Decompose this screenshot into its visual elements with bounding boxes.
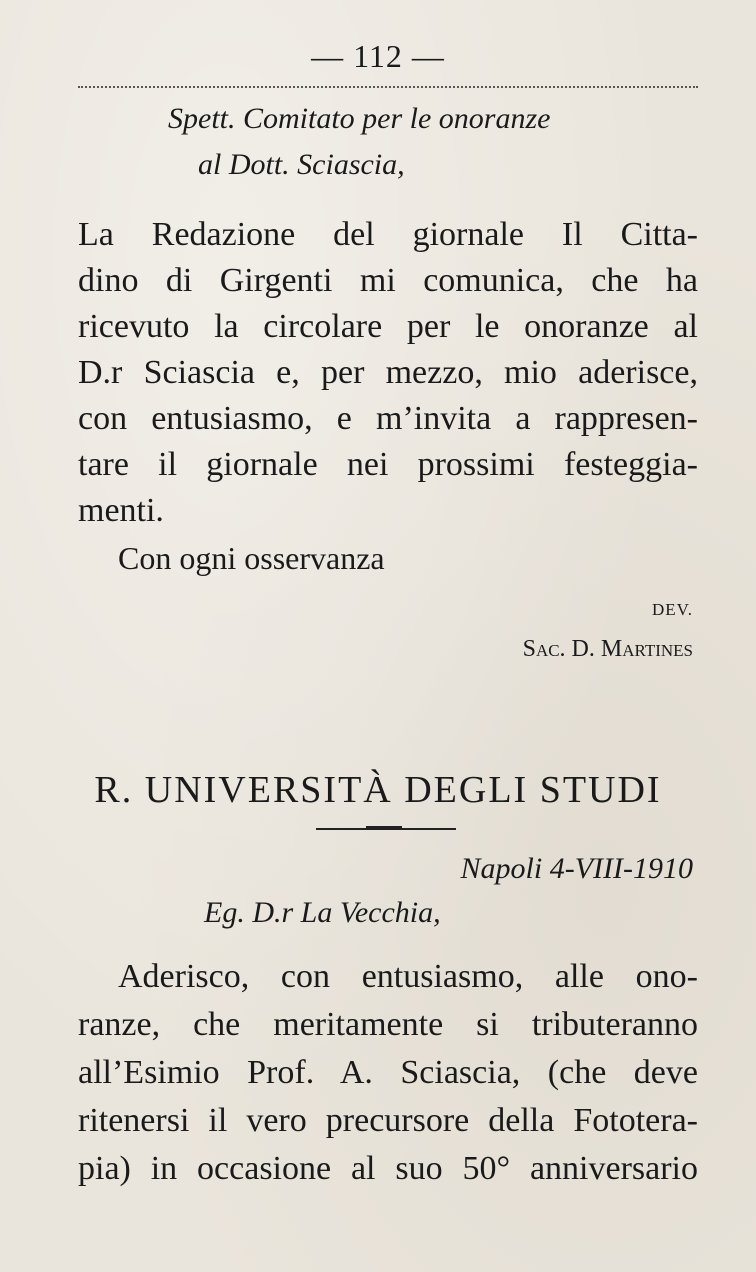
page-number: — 112 —	[311, 38, 445, 74]
signature-dev: DEV.	[652, 600, 693, 619]
date-line: Napoli 4-VIII-1910	[460, 852, 693, 885]
letter2-line-4: ritenersi il vero precursore della Fototera-	[78, 1102, 698, 1139]
letter1-line-1: La Redazione del giornale Il Citta-	[78, 216, 698, 253]
letter1-line-6: tare il giornale nei prossimi festeggia-	[78, 446, 698, 483]
letter1-line-2: dino di Girgenti mi comunica, che ha	[78, 262, 698, 299]
salutation-line-2: al Dott. Sciascia,	[198, 148, 405, 181]
letter2-line-5: pia) in occasione al suo 50° anniversario	[78, 1150, 698, 1187]
closing-formula: Con ogni osservanza	[118, 540, 385, 576]
signature-name: Sac. D. Martines	[522, 636, 693, 662]
dotted-rule	[78, 86, 698, 88]
letter1-line-4: D.r Sciascia e, per mezzo, mio aderisce,	[78, 354, 698, 391]
letter2-line-3: all’Esimio Prof. A. Sciascia, (che deve	[78, 1054, 698, 1091]
heading-rule-center	[366, 826, 402, 830]
letter2-line-2: ranze, che meritamente si tributeranno	[78, 1006, 698, 1043]
university-heading: R. UNIVERSITÀ DEGLI STUDI	[94, 769, 662, 811]
salutation-2: Eg. D.r La Vecchia,	[204, 896, 441, 929]
letter2-line-1: Aderisco, con entusiasmo, alle ono-	[118, 958, 698, 995]
salutation-line-1: Spett. Comitato per le onoranze	[168, 102, 551, 135]
letter1-line-5: con entusiasmo, e m’invita a rappresen-	[78, 400, 698, 437]
letter1-line-7: menti.	[78, 492, 164, 529]
letter1-line-3: ricevuto la circolare per le onoranze al	[78, 308, 698, 345]
